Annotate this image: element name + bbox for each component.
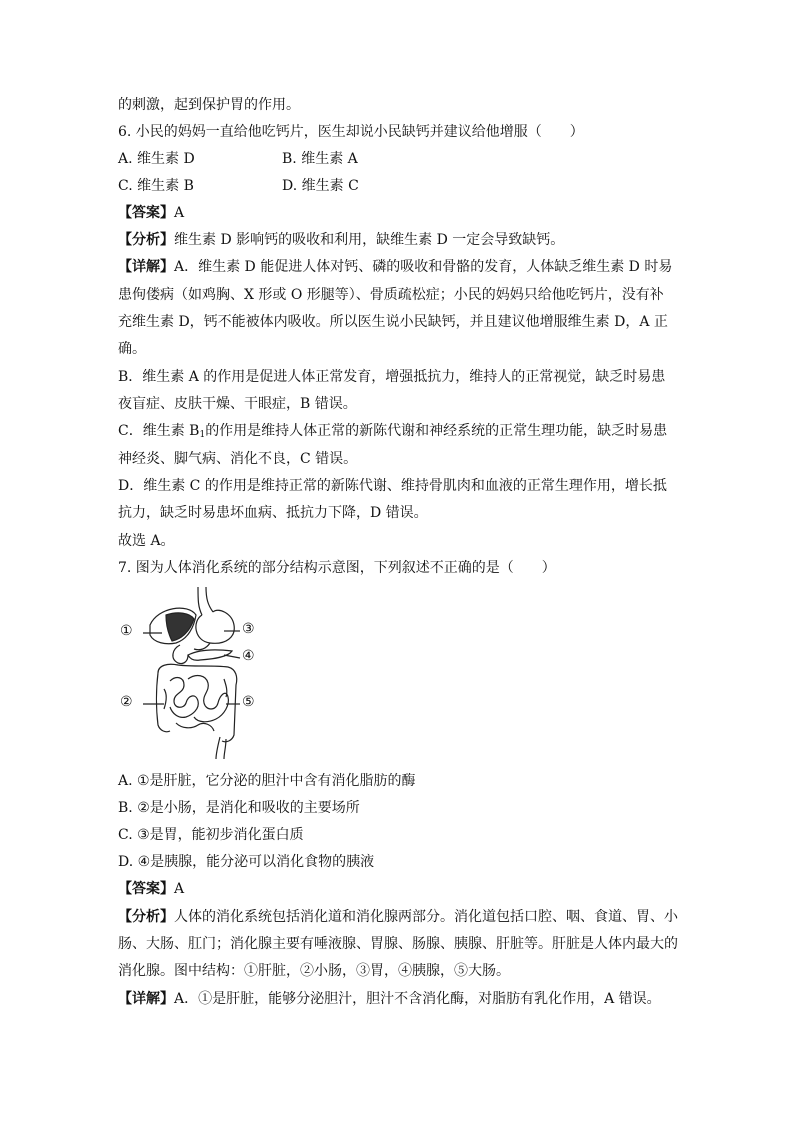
- text-line: 充维生素 D，钙不能被体内吸收。所以医生说小民缺钙，并且建议他增服维生素 D，A 正: [118, 314, 668, 330]
- q7-answer: [118, 879, 184, 899]
- diagram-label-3: ③: [242, 621, 255, 637]
- q7-option-c: C. ③是胃，能初步消化蛋白质: [118, 827, 304, 843]
- text-line: 的刺激，起到保护胃的作用。: [118, 97, 300, 113]
- detail-label: 【详解】: [118, 259, 174, 275]
- text-line: 消化腺。图中结构：①肝脏，②小肠，③胃，④胰腺，⑤大肠。: [118, 963, 510, 979]
- analysis-label: 【分析】: [118, 909, 174, 925]
- q6-detail: [118, 257, 672, 277]
- text-line: D．维生素 C 的作用是维持正常的新陈代谢、维持骨肌肉和血液的正常生理作用，增长抵: [118, 478, 667, 494]
- text-line: 抗力，缺乏时易患坏血病、抵抗力下降，D 错误。: [118, 505, 428, 521]
- analysis-text: 维生素 D 影响钙的吸收和利用，缺维生素 D 一定会导致缺钙。: [174, 232, 565, 248]
- q6-option-d: D. 维生素 C: [282, 178, 359, 194]
- analysis-text: 人体的消化系统包括消化道和消化腺两部分。消化道包括口腔、咽、食道、胃、小: [174, 909, 678, 925]
- diagram-label-2: ②: [120, 694, 133, 710]
- text-line: 确。: [118, 341, 146, 357]
- text-line: B．维生素 A 的作用是促进人体正常发育，增强抵抗力，维持人的正常视觉，缺乏时易患: [118, 369, 666, 385]
- digestive-system-illustration: [118, 585, 268, 760]
- question-7: 7. 图为人体消化系统的部分结构示意图，下列叙述不正确的是（ ）: [118, 560, 556, 576]
- q7-analysis: [118, 907, 678, 927]
- text-line: 肠、大肠、肛门；消化腺主要有唾液腺、胃腺、肠腺、胰腺、肝脏等。肝脏是人体内最大的: [118, 936, 678, 952]
- detail-text: A．①是肝脏，能够分泌胆汁，胆汁不含消化酶，对脂肪有乳化作用，A 错误。: [174, 991, 661, 1007]
- answer-value: A: [174, 205, 185, 221]
- answer-label: 【答案】: [118, 205, 174, 221]
- text-segment: C．维生素 B: [118, 423, 200, 439]
- q6-answer: [118, 203, 184, 223]
- answer-value: A: [174, 881, 185, 897]
- q6-option-b: B. 维生素 A: [282, 151, 358, 167]
- text-segment: 的作用是维持人体正常的新陈代谢和神经系统的正常生理功能，缺乏时易患: [205, 423, 668, 439]
- q6-option-c: C. 维生素 B: [118, 178, 194, 194]
- q7-option-d: D. ④是胰腺，能分泌可以消化食物的胰液: [118, 854, 375, 870]
- answer-label: 【答案】: [118, 881, 174, 897]
- diagram-label-1: ①: [120, 623, 133, 639]
- q7-option-a: A. ①是肝脏，它分泌的胆汁中含有消化脂肪的酶: [118, 773, 416, 789]
- subscript: 1: [199, 430, 206, 440]
- detail-text: A．维生素 D 能促进人体对钙、磷的吸收和骨骼的发育，人体缺乏维生素 D 时易: [174, 259, 673, 275]
- analysis-label: 【分析】: [118, 232, 174, 248]
- q6-option-a: A. 维生素 D: [118, 151, 195, 167]
- q6-analysis: [118, 230, 564, 250]
- diagram-label-4: ④: [242, 648, 255, 664]
- detail-label: 【详解】: [118, 991, 174, 1007]
- text-line: 患佝偻病（如鸡胸、X 形或 O 形腿等）、骨质疏松症；小民的妈妈只给他吃钙片，没有补: [118, 287, 664, 303]
- q7-detail: [118, 989, 661, 1009]
- text-line: [118, 421, 667, 445]
- text-line: 夜盲症、皮肤干燥、干眼症，B 错误。: [118, 396, 357, 412]
- text-line: 故选 A。: [118, 533, 175, 549]
- diagram-label-5: ⑤: [242, 694, 255, 710]
- q7-option-b: B. ②是小肠，是消化和吸收的主要场所: [118, 800, 360, 816]
- question-6: 6. 小民的妈妈一直给他吃钙片，医生却说小民缺钙并建议给他增服（ ）: [118, 124, 584, 140]
- digestive-system-diagram: [118, 585, 268, 760]
- text-line: 神经炎、脚气病、消化不良，C 错误。: [118, 451, 358, 467]
